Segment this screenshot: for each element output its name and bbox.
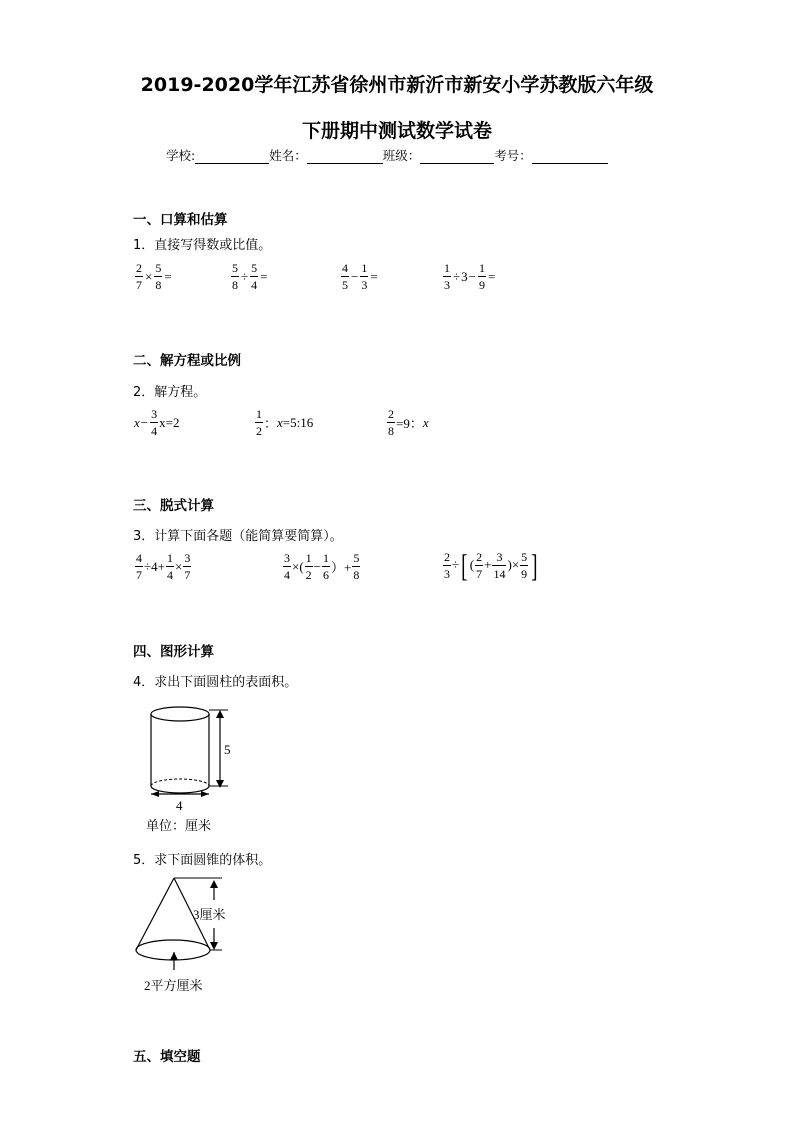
- question-4: 4．求出下面圆柱的表面积。: [133, 675, 298, 690]
- q3b-num1: 3: [284, 551, 290, 565]
- q1d-op2: −: [468, 268, 476, 284]
- q3a-den1: 7: [136, 568, 142, 582]
- name-blank[interactable]: [307, 151, 383, 164]
- q3b-op1: ×(: [292, 558, 304, 574]
- q1d-eq: =: [487, 268, 496, 284]
- q3a-op1: ÷4+: [144, 558, 165, 574]
- page-title-line1: 2019-2020学年江苏省徐州市新沂市新安小学苏教版六年级: [140, 74, 654, 96]
- cone-height-arrow-down: [210, 942, 218, 950]
- q1c-den2: 3: [361, 278, 368, 292]
- diameter-label: 4: [176, 798, 183, 813]
- name-label: 姓名：: [269, 148, 307, 163]
- cylinder-top: [151, 707, 209, 721]
- q3c-op3: )×: [507, 557, 520, 572]
- q2a-den: 4: [151, 424, 158, 438]
- q3b-op2: −: [313, 558, 322, 574]
- q3c-den2: 7: [476, 566, 483, 581]
- height-label: 5: [224, 742, 231, 757]
- cone-base-arrow: [170, 952, 178, 960]
- q1d-num1: 1: [444, 261, 450, 275]
- q1d-op1: ÷: [453, 268, 461, 284]
- q2b-den: 2: [256, 424, 262, 438]
- q1c-num1: 4: [342, 261, 348, 275]
- q1c-den1: 5: [342, 278, 348, 292]
- q3a-num1: 4: [136, 551, 142, 565]
- q3b-den4: 8: [353, 568, 360, 582]
- q3c-op1: ÷: [452, 557, 460, 572]
- q1a-den2: 8: [155, 278, 162, 292]
- school-blank[interactable]: [195, 151, 269, 164]
- height-arrow-down: [216, 780, 224, 788]
- q2a-minus: −: [140, 414, 149, 430]
- school-label: 学校:: [166, 148, 196, 163]
- q3c-num2: 2: [476, 549, 483, 564]
- q3c-op2: +: [484, 557, 492, 572]
- question-1: 1．直接写得数或比值。: [133, 238, 272, 253]
- q3c-right-bracket: ]: [531, 547, 538, 583]
- q1d-den1: 3: [444, 278, 450, 292]
- q3c-left-bracket: [: [461, 547, 468, 583]
- exam-no-blank[interactable]: [532, 151, 608, 164]
- q3b-den3: 6: [323, 568, 330, 582]
- question-3: 3．计算下面各题（能简算要简算）。: [133, 529, 343, 544]
- cone-left-edge: [136, 878, 174, 950]
- q1-expr-a: [134, 262, 173, 291]
- q2b-var: x: [277, 414, 283, 430]
- q2-expr-b: [254, 408, 313, 437]
- q3-expr-b: [282, 552, 361, 581]
- page-title-line2: 下册期中测试数学试卷: [301, 120, 492, 142]
- q3a-num3: 3: [184, 551, 191, 565]
- q1a-eq: =: [164, 268, 172, 284]
- question-5: 5．求下面圆锥的体积。: [133, 853, 272, 868]
- cone-height-label: 3厘米: [193, 907, 226, 922]
- q2a-rest: x=2: [159, 414, 180, 430]
- q1b-den1: 8: [232, 278, 238, 292]
- q1d-den2: 9: [478, 278, 485, 292]
- section-5-heading: 五、填空题: [133, 1049, 201, 1065]
- q2c-num: 2: [388, 407, 394, 421]
- q1a-den1: 7: [136, 278, 142, 292]
- q2b-num: 1: [256, 407, 262, 421]
- q1b-num1: 5: [232, 261, 238, 275]
- q2b-rest: =5:16: [282, 414, 314, 430]
- q1c-eq: =: [370, 268, 378, 284]
- exam-no-label: 考号：: [494, 148, 532, 163]
- q2c-rest: =9：: [396, 416, 423, 431]
- q1a-num1: 2: [136, 261, 142, 275]
- q3c-num1: 2: [444, 549, 450, 564]
- q3a-den2: 4: [166, 568, 173, 582]
- q2b-colon: ：: [264, 416, 278, 431]
- q1a-num2: 5: [155, 261, 162, 275]
- q3a-op2: ×: [174, 558, 183, 574]
- q3-expr-c: [442, 547, 540, 583]
- cylinder-bottom-front: [151, 786, 209, 793]
- q3c-left-paren: (: [469, 557, 475, 572]
- q2c-den: 8: [388, 424, 394, 438]
- q1d-mid: 3: [461, 268, 468, 284]
- diameter-arrow-left: [151, 791, 159, 797]
- question-2: 2．解方程。: [133, 385, 207, 400]
- q2-expr-a: [134, 408, 179, 437]
- q1-expr-c: [340, 262, 379, 291]
- q1d-num2: 1: [478, 261, 485, 275]
- height-arrow-up: [216, 710, 224, 718]
- q3b-num2: 1: [305, 551, 312, 565]
- section-3-heading: 三、脱式计算: [133, 498, 214, 514]
- q3-expr-a: [134, 552, 192, 581]
- section-4-heading: 四、图形计算: [133, 644, 214, 660]
- q3c-den3: 14: [493, 566, 506, 581]
- q2a-var: x: [134, 414, 140, 430]
- cylinder-unit-label: 单位：厘米: [146, 818, 212, 833]
- section-2-heading: 二、解方程或比例: [133, 353, 241, 369]
- cone-height-arrow-up: [210, 880, 218, 888]
- cylinder-bottom-back: [151, 779, 209, 786]
- section-1-heading: 一、口算和估算: [133, 212, 228, 228]
- q1b-num2: 5: [251, 261, 258, 275]
- q3a-den3: 7: [184, 568, 191, 582]
- q3b-den1: 4: [284, 568, 290, 582]
- q1-expr-d: [442, 262, 496, 291]
- q3b-op3: ）+: [331, 560, 352, 575]
- q1-expr-b: [230, 262, 268, 291]
- q1b-op: ÷: [241, 268, 249, 284]
- cylinder-figure: [140, 700, 250, 815]
- q3b-num4: 5: [353, 551, 360, 565]
- q3b-num3: 1: [323, 551, 330, 565]
- q1a-op: ×: [145, 268, 153, 284]
- q1b-den2: 4: [251, 278, 258, 292]
- q2c-var: x: [422, 414, 429, 430]
- class-label: 班级：: [382, 148, 421, 163]
- q1c-op: −: [351, 268, 359, 284]
- cone-base-label: 2平方厘米: [144, 978, 203, 993]
- q3a-num2: 1: [166, 551, 173, 565]
- q3c-den4: 9: [521, 566, 528, 581]
- q3c-den1: 3: [444, 566, 450, 581]
- q1b-eq: =: [260, 268, 268, 284]
- diameter-arrow-right: [201, 791, 209, 797]
- q2a-num: 3: [151, 407, 158, 421]
- q3b-den2: 2: [305, 568, 312, 582]
- q3c-num4: 5: [521, 549, 528, 564]
- class-blank[interactable]: [420, 151, 494, 164]
- q3c-num3: 3: [496, 549, 503, 564]
- q2-expr-c: [386, 408, 429, 437]
- cone-figure: [128, 870, 248, 980]
- q1c-num2: 1: [361, 261, 368, 275]
- header-fields: [166, 146, 608, 164]
